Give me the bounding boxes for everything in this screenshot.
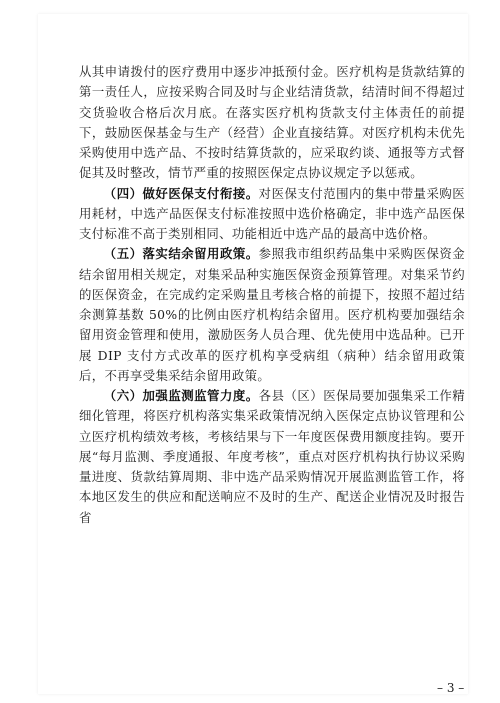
document-page [38,14,468,694]
paragraph-1-text: 从其申请拨付的医疗费用中逐步冲抵预付金。医疗机构是货款结算的第一责任人，应按采购合同及时与企业结清货款，结清时间不得超过交货验收合格后次月底。在落实医疗机构货款支付主体责任的前提下，鼓励医保基金与生产（经营）企业直接结算。对医疗机构未优先采购使用中选产品、不按时结算货款的，应采取约谈、通报等方式督促其及时整改，情节严重的按照医保定点协议规定予以惩戒。 [79,64,465,181]
page-number: – 3 – [437,681,465,695]
paragraph-3-heading: （五）落实结余留用政策。 [103,246,259,262]
paragraph-1 [79,62,465,184]
paragraph-4 [79,386,465,528]
paragraph-2 [79,184,465,245]
paragraph-4-text: 各县（区）医保局要加强集采工作精细化管理，将医疗机构落实集采政策情况纳入医保定点协议管理和公立医疗机构绩效考核，考核结果与下一年度医保费用额度挂钩。要开展“每月监测、季度通报、年度考核”，重点对医疗机构执行协议采购量进度、货款结算周期、非中选产品采购情况开展监测监管工作，将本地区发生的供应和配送响应不及时的生产、配送企业情况及时报告省 [79,388,465,525]
document-body [79,62,465,528]
paragraph-2-text: 对医保支付范围内的集中带量采购医用耗材，中选产品医保支付标准按照中选价格确定，非中选产品医保支付标准不高于类别相同、功能相近中选产品的最高中选价格。 [79,185,465,241]
paragraph-3-text: 参照我市组织药品集中采购医保资金结余留用相关规定，对集采品种实施医保资金预算管理。对集采节约的医保资金，在完成约定采购量且考核合格的前提下，按照不超过结余测算基数 50%的比例由医疗机构结余留用。医疗机构要加强结余留用资金管理和使用，激励医务人员合理、优先使用中选品种。已开展 DIP 支付方式改革的医疗机构享受病组（病种）结余留用政策后，不再享受集采结余留用政策。 [79,246,465,383]
paragraph-3 [79,244,465,386]
paragraph-2-heading: （四）做好医保支付衔接。 [103,185,259,201]
paragraph-4-heading: （六）加强监测监管力度。 [103,388,259,403]
